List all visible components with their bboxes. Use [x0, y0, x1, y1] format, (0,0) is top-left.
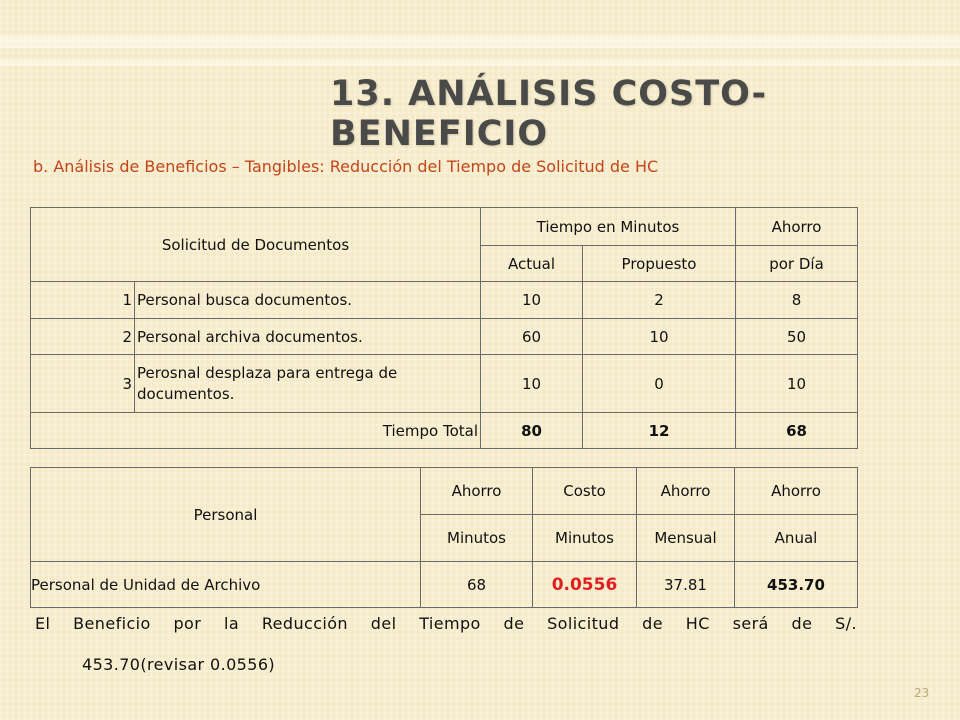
row-description: Personal busca documentos.: [135, 282, 481, 319]
header-minutes: Minutos: [533, 515, 637, 562]
row-saving: 50: [736, 319, 858, 355]
row-description: Personal archiva documentos.: [135, 319, 481, 355]
header-saving: Ahorro: [736, 208, 858, 246]
row-saving: 10: [736, 355, 858, 413]
row-number: 1: [31, 282, 135, 319]
header-minutes: Minutos: [421, 515, 533, 562]
table-row: [31, 282, 858, 319]
slide-subtitle: b. Análisis de Beneficios – Tangibles: Reducción del Tiempo de Solicitud de HC: [33, 157, 659, 176]
page-number: 23: [914, 686, 930, 700]
header-annual: Anual: [735, 515, 858, 562]
header-proposed: Propuesto: [583, 246, 736, 282]
header-saving-top: Ahorro: [735, 468, 858, 515]
cost-minutes: 0.0556: [533, 562, 637, 608]
header-solicitud: Solicitud de Documentos: [31, 208, 481, 282]
slide-title: 13. ANÁLISIS COSTO-BENEFICIO: [330, 74, 768, 154]
header-saving-top: Ahorro: [421, 468, 533, 515]
total-actual: 80: [481, 413, 583, 449]
decorative-band: [0, 60, 960, 66]
row-actual: 60: [481, 319, 583, 355]
row-proposed: 10: [583, 319, 736, 355]
row-proposed: 0: [583, 355, 736, 413]
row-actual: 10: [481, 282, 583, 319]
saving-annual: 453.70: [735, 562, 858, 608]
saving-monthly: 37.81: [637, 562, 735, 608]
table-row: [31, 562, 858, 608]
header-personal: Personal: [31, 468, 421, 562]
personnel-name: Personal de Unidad de Archivo: [31, 562, 421, 608]
header-per-day: por Día: [736, 246, 858, 282]
total-saving: 68: [736, 413, 858, 449]
row-number: 2: [31, 319, 135, 355]
time-savings-table: [30, 207, 858, 449]
total-proposed: 12: [583, 413, 736, 449]
row-saving: 8: [736, 282, 858, 319]
total-label: Tiempo Total: [31, 413, 481, 449]
row-number: 3: [31, 355, 135, 413]
table-header-row: [31, 208, 858, 246]
saving-minutes: 68: [421, 562, 533, 608]
header-saving-top: Ahorro: [637, 468, 735, 515]
table-row: [31, 319, 858, 355]
decorative-band: [0, 36, 960, 48]
header-monthly: Mensual: [637, 515, 735, 562]
header-actual: Actual: [481, 246, 583, 282]
conclusion-amount: 453.70(revisar 0.0556): [82, 655, 276, 674]
table-total-row: [31, 413, 858, 449]
row-actual: 10: [481, 355, 583, 413]
table-header-row: [31, 468, 858, 515]
conclusion-text: El Beneficio por la Reducción del Tiempo de Solicitud de HC será de S/.: [35, 614, 857, 633]
personnel-savings-table: [30, 467, 858, 608]
row-proposed: 2: [583, 282, 736, 319]
header-time-minutes: Tiempo en Minutos: [481, 208, 736, 246]
row-description: Perosnal desplaza para entrega de documentos.: [135, 355, 481, 413]
table-row: [31, 355, 858, 413]
header-cost-top: Costo: [533, 468, 637, 515]
